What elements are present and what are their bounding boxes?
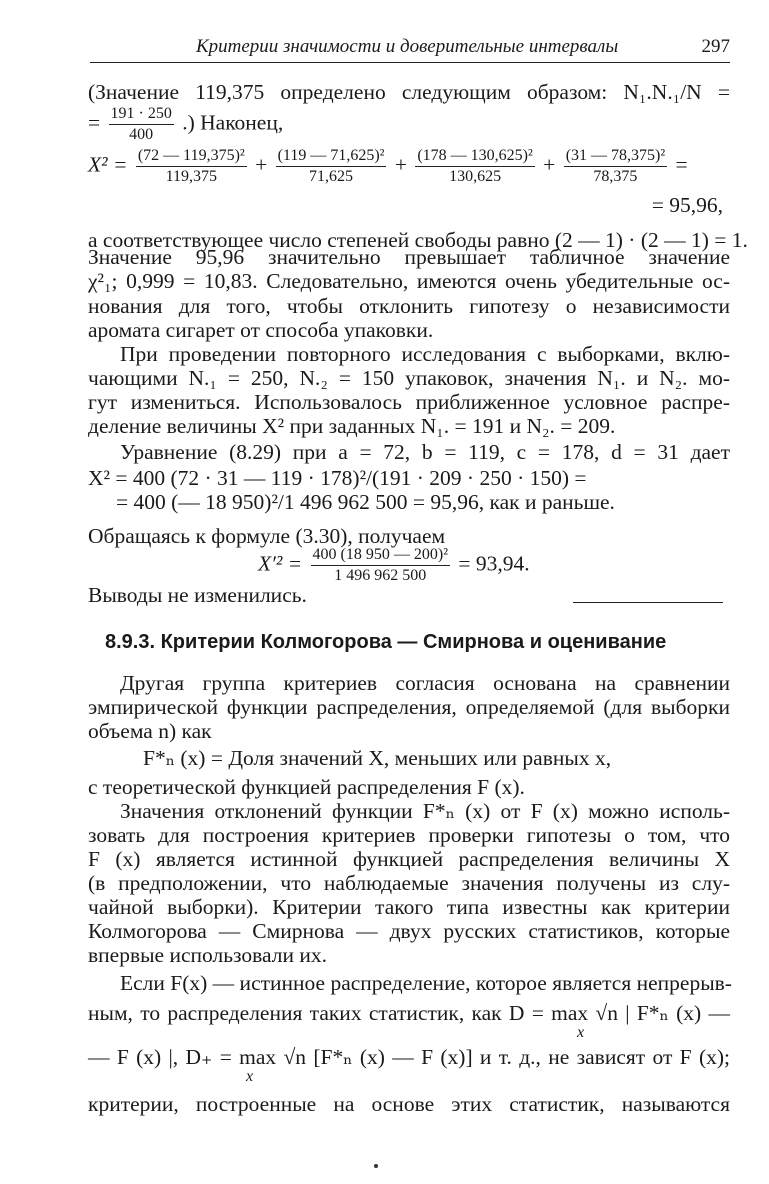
fraction-denominator: 71,625: [309, 168, 354, 185]
text-line: эмпирической функции распределения, определяемой (для выборки: [88, 695, 730, 719]
text-line: гут измениться. Использовалось приближенное условное распре-: [88, 390, 730, 414]
text-line: зовать для построения критериев проверки гипотезы о том, что: [88, 823, 730, 847]
text-line: χ²₁; 0,999 = 10,83. Следовательно, имеются очень убедительные ос-: [88, 269, 730, 293]
fraction: [564, 146, 667, 187]
formula-line: = 400 (— 18 950)²/1 496 962 500 = 95,96, как и раньше.: [116, 490, 615, 514]
max-subscript: x: [246, 1068, 254, 1085]
running-head-title: Критерии значимости и доверительные интервалы: [196, 36, 619, 57]
fraction: [276, 146, 387, 187]
text-line: Обращаясь к формуле (3.30), получаем: [88, 524, 446, 548]
text-line: ным, то распределения таких статистик, как D = max √n | F*ₙ (x) —: [88, 1001, 730, 1025]
text-line: Если F(x) — истинное распределение, которое является непрерыв-: [120, 971, 732, 995]
max-subscript: x: [577, 1024, 585, 1041]
plus-sign: +: [394, 152, 407, 177]
fraction-numerator: (178 — 130,625)²: [415, 146, 534, 167]
fraction-denominator: 1 496 962 500: [334, 567, 427, 584]
text-line: Уравнение (8.29) при a = 72, b = 119, c = 178, d = 31 дает: [120, 440, 730, 464]
fraction-denominator: 78,375: [593, 168, 638, 185]
text-line: деление величины X² при заданных N₁. = 191 и N₂. = 209.: [88, 414, 616, 438]
text-line: (Значение 119,375 определено следующим образом: N₁.N.₁/N =: [88, 80, 730, 104]
text-fragment: .) Наконец,: [182, 110, 284, 135]
plus-sign: +: [543, 152, 556, 177]
page-number: 297: [701, 36, 730, 57]
fraction-numerator: (119 — 71,625)²: [276, 146, 387, 167]
equals-sign: =: [88, 110, 101, 135]
text-line: Другая группа критериев согласия основана на сравнении: [120, 671, 730, 695]
fraction-numerator: 191 · 250: [109, 104, 174, 125]
text-line: — F (x) |, D₊ = max √n [F*ₙ (x) — F (x)] и т. д., не зависят от F (x);: [88, 1045, 730, 1069]
fraction: [109, 104, 174, 145]
text-line: F (x) является истинной функцией распределения величины X: [88, 847, 730, 871]
fraction-denominator: 400: [129, 126, 154, 143]
print-speck: [374, 1164, 378, 1168]
fraction-numerator: (72 — 119,375)²: [136, 146, 247, 167]
fraction-numerator: (31 — 78,375)²: [564, 146, 667, 167]
fraction-denominator: 130,625: [449, 168, 502, 185]
plus-sign: +: [255, 152, 268, 177]
section-heading: 8.9.3. Критерии Колмогорова — Смирнова и оценивание: [105, 631, 667, 653]
equation-lhs: X² =: [88, 152, 128, 177]
text-line: впервые использовали их.: [88, 943, 327, 967]
fraction-denominator: 119,375: [165, 168, 217, 185]
text-line: При проведении повторного исследования с выборками, вклю-: [120, 342, 730, 366]
text-line: Колмогорова — Смирнова — двух русских статистиков, которые: [88, 919, 730, 943]
equals-sign: =: [675, 152, 688, 177]
equation-result: = 95,96,: [651, 193, 723, 217]
equation-lhs: X′² =: [258, 551, 303, 576]
text-line: чайной выборки). Критерии такого типа известны как критерии: [88, 895, 730, 919]
text-line: критерии, построенные на основе этих статистик, называются: [88, 1092, 730, 1116]
text-line: Выводы не изменились.: [88, 583, 307, 607]
formula-line: X² = 400 (72 · 31 — 119 · 178)²/(191 · 209 · 250 · 150) =: [88, 466, 587, 490]
text-line: (в предположении, что наблюдаемые значения получены из слу-: [88, 871, 730, 895]
chi-square-equation: [88, 146, 688, 187]
fraction: [415, 146, 534, 187]
text-line: Значения отклонений функции F*ₙ (x) от F (x) можно исполь-: [120, 799, 730, 823]
end-rule: [573, 602, 723, 603]
fraction-numerator: 400 (18 950 — 200)²: [311, 545, 450, 566]
equation-rhs: = 93,94.: [458, 551, 530, 576]
text-line: нования для того, чтобы отклонить гипотезу о независимости: [88, 294, 730, 318]
formula-line: F*ₙ (x) = Доля значений X, меньших или равных x,: [143, 746, 612, 770]
text-line: с теоретической функцией распределения F (x).: [88, 775, 525, 799]
fraction: [136, 146, 247, 187]
fraction: [311, 545, 450, 586]
header-rule: [90, 62, 730, 63]
text-line: Значение 95,96 значительно превышает табличное значение: [88, 245, 730, 269]
text-line: а соответствующее число степеней свободы равно (2 — 1) · (2 — 1) = 1.: [88, 228, 748, 252]
text-line: чающими N.₁ = 250, N.₂ = 150 упаковок, значения N₁. и N₂. мо-: [88, 366, 730, 390]
text-line: аромата сигарет от способа упаковки.: [88, 318, 434, 342]
text-line-fraction: [88, 104, 730, 145]
text-line: объема n) как: [88, 719, 212, 743]
revised-chi-square-equation: [258, 545, 530, 586]
